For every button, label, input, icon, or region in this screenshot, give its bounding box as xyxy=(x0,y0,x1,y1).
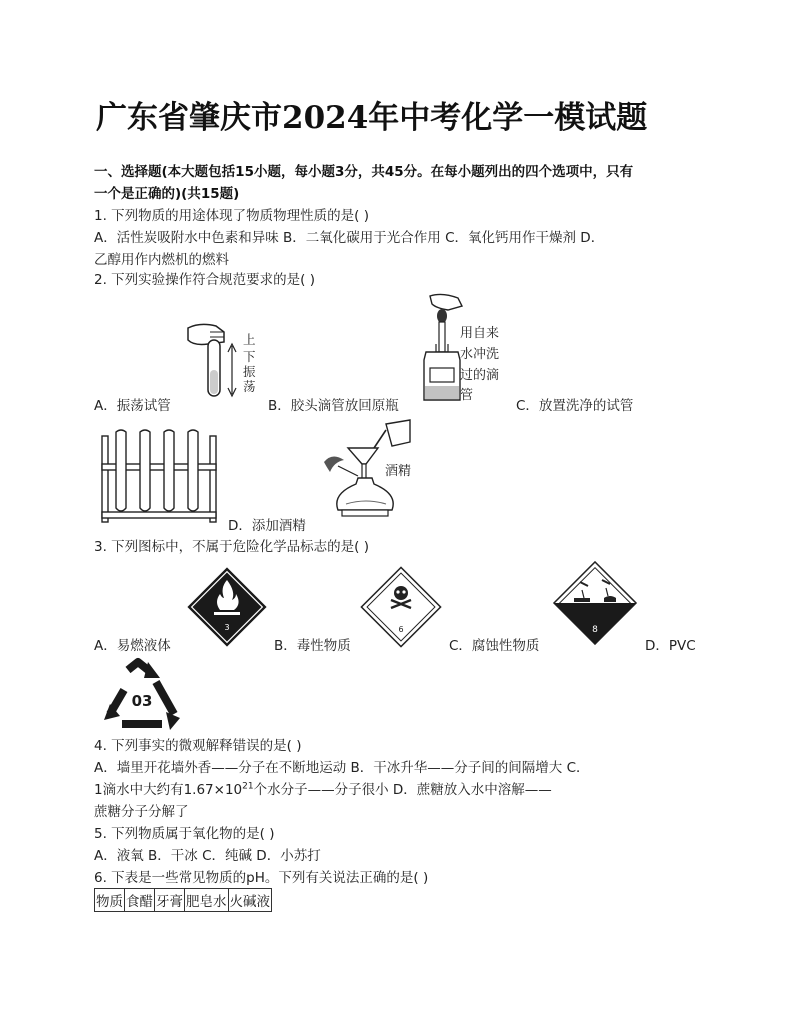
q2-option-c: C．放置洗净的试管 xyxy=(516,398,634,414)
recycle-icon xyxy=(96,656,186,732)
q3-option-c: C．腐蚀性物质 xyxy=(449,638,540,654)
q6-stem: 6. 下表是一些常见物质的pH。下列有关说法正确的是( ) xyxy=(94,870,429,886)
recycle-code: 03 xyxy=(131,692,153,710)
q3-stem: 3. 下列图标中，不属于危险化学品标志的是( ) xyxy=(94,539,369,555)
ph-table-header-row xyxy=(95,889,272,912)
q2-option-d: D．添加酒精 xyxy=(228,518,306,534)
q4-line2-exponent: 21 xyxy=(242,781,254,792)
q1-options-line1: A．活性炭吸附水中色素和异味 B．二氧化碳用于光合作用 C．氧化钙用作干燥剂 D． xyxy=(94,230,605,246)
ph-table xyxy=(94,888,272,912)
q4-line2 xyxy=(94,778,552,798)
corrosive-sign-icon xyxy=(552,560,638,646)
q4-line2-pre: 1滴水中大约有1.67×10 xyxy=(94,782,243,798)
fig-a-caption-1: 上 xyxy=(243,332,256,347)
ph-table-cell: 牙膏 xyxy=(155,889,185,912)
q5-stem: 5. 下列物质属于氧化物的是( ) xyxy=(94,826,275,842)
q4-line1: A．墙里开花墙外香——分子在不断地运动 B．干冰升华——分子间的间隔增大 C． xyxy=(94,760,590,776)
q4-line2-post: 个水分子——分子很小 D．蔗糖放入水中溶解—— xyxy=(253,782,552,798)
flammable-class-number: 3 xyxy=(224,623,230,632)
toxic-class-number: 6 xyxy=(398,625,404,634)
q4-line3: 蔗糖分子分解了 xyxy=(94,804,189,820)
q1-stem: 1. 下列物质的用途体现了物质物理性质的是( ) xyxy=(94,208,369,224)
fig-a-caption-4: 荡 xyxy=(243,379,256,394)
q3-option-d: D．PVC xyxy=(645,638,696,654)
fig-b-caption-4: 管 xyxy=(460,388,474,403)
fig-a-caption-3: 振 xyxy=(243,364,256,379)
fig-b-caption-3: 过的滴 xyxy=(460,368,500,383)
corrosive-class-number: 8 xyxy=(592,625,598,635)
section-heading-line1: 一、选择题(本大题包括15小题，每小题3分，共45分。在每小题列出的四个选项中，只有 xyxy=(94,164,634,180)
fig-d-caption: 酒精 xyxy=(385,464,412,479)
toxic-sign-icon xyxy=(360,566,442,648)
fig-b-caption-1: 用自来 xyxy=(460,326,500,341)
q4-stem: 4. 下列事实的微观解释错误的是( ) xyxy=(94,738,302,754)
page-title: 广东省肇庆市2024年中考化学一模试题 xyxy=(96,100,648,136)
flammable-sign-icon xyxy=(186,566,268,648)
q2-stem: 2. 下列实验操作符合规范要求的是( ) xyxy=(94,272,315,288)
section-heading-line2: 一个是正确的)(共15题) xyxy=(94,186,240,202)
ph-table-cell: 肥皂水 xyxy=(185,889,229,912)
q2-option-b: B．胶头滴管放回原瓶 xyxy=(268,398,399,414)
q3-option-b: B．毒性物质 xyxy=(274,638,351,654)
fig-a-caption-2: 下 xyxy=(243,349,256,364)
q3-option-a: A．易燃液体 xyxy=(94,638,171,654)
ph-table-cell: 火碱液 xyxy=(228,889,272,912)
q5-options: A．液氧 B．干冰 C．纯碱 D．小苏打 xyxy=(94,848,321,864)
q2-option-a: A．振荡试管 xyxy=(94,398,171,414)
q1-options-line2: 乙醇用作内燃机的燃料 xyxy=(94,252,229,268)
fig-b-caption-2: 水冲洗 xyxy=(460,347,500,362)
ph-table-cell: 食醋 xyxy=(125,889,155,912)
test-tube-rack-figure xyxy=(100,428,220,524)
ph-table-cell: 物质 xyxy=(95,889,125,912)
